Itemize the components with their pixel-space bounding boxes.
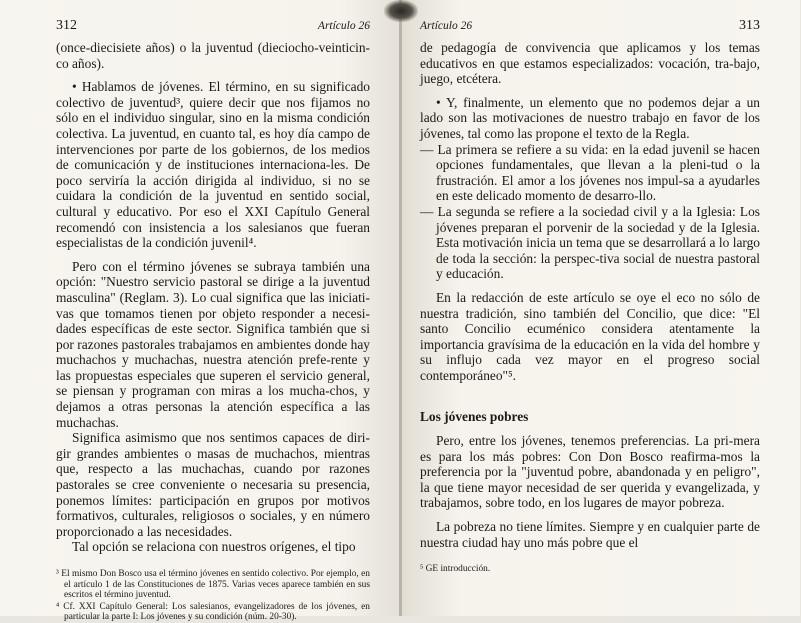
footnote: ⁴ Cf. XXI Capítulo General: Los salesianos, evangelizadores de los jóvenes, en particular la parte I: Los jóvenes y su condición (núm. 20-30). [56,601,370,623]
left-running-head [56,18,370,40]
left-body-text [56,40,370,555]
list-item: — La primera se refiere a su vida: en la edad juvenil se hacen opciones fundamentales, que llevan a la pleni-tud o la frustración. El amor a los jóvenes nos impul-sa a ayudarles en este delicado momento de desarro-llo. [420,141,760,204]
left-page [0,0,400,623]
paragraph: (once-diecisiete años) o la juventud (dieciocho-veinticin-co años). [56,40,370,71]
paragraph: Significa asimismo que nos sentimos capaces de diri-gir grandes ambientes o masas de muchachos, mientras que, respecto a las muchachas, cuando por razones pastorales se cree conveniente o necesaria su presencia, ponemos límites: participación en grupos por motivos formativos, culturales, religiosos o sociales, y en número proporcionado a las necesidades. [56,430,370,539]
page-number-left: 312 [56,18,77,33]
paragraph: de pedagogía de convivencia que aplicamos y los temas educativos en que estamos especializados: vocación, tra-bajo, juego, etcétera. [420,40,760,87]
footnote: ⁵ GE introducción. [420,564,491,575]
paragraph: Pero, entre los jóvenes, tenemos preferencias. La pri-mera es para los más pobres: Con Don Bosco reafirma-mos la preferencia por la "juventud pobre, abandonada y en peligro", la que tiene mayor necesidad de ser querida y evangelizada, y trabajamos, sobre todo, en los lugares de mayor pobreza. [420,433,760,511]
running-title-right: Artículo 26 [420,20,473,32]
left-footnotes [56,569,370,623]
section-heading: Los jóvenes pobres [420,409,529,425]
right-body-text [420,40,760,550]
paragraph: En la redacción de este artículo se oye el eco no sólo de nuestra tradición, sino también del Concilio, que dice: "El santo Concilio ecuménico considera atentamente la importancia gravísima de la educación en la vida del hombre y su influjo cada vez mayor en el progreso social contemporáneo"⁵. [420,289,760,383]
binding-shadow [384,0,418,22]
list-item: — La segunda se refiere a la sociedad civil y a la Iglesia: Los jóvenes preparan el porvenir de la sociedad y de la Iglesia. Esta motivación inicia un tema que se desarrollará a lo largo de toda la sección: la perspec-tiva social de nuestra pastoral y educación. [420,203,760,282]
running-title-left: Artículo 26 [317,20,370,32]
right-footnotes [420,564,760,575]
paragraph: Pero con el término jóvenes se subraya también una opción: "Nuestro servicio pastoral se dirige a la juventud masculina" (Reglam. 3). Lo cual significa que las iniciati-vas que tomamos tienen por objeto responder a necesi-dades específicas de este sector. Significa también que si por razones pastorales trabajamos en ambientes donde hay muchachos y muchachas, nuestra atención prefe-rente y las propuestas especiales que superen el servicio general, se piensan y programan con miras a los mucha-chos, y dejamos a otras personas la atención específica a las muchachas. [56,258,370,430]
page-number-right: 313 [739,18,760,33]
right-page [400,0,800,616]
footnote: ³ El mismo Don Bosco usa el término jóvenes en sentido colectivo. Por ejemplo, en el artículo 1 de las Constituciones de 1875. Varias veces aparece también en sus escritos el término juventud. [56,569,370,601]
paragraph: La pobreza no tiene límites. Siempre y en cualquier parte de nuestra ciudad hay uno más pobre que el [420,519,760,550]
paragraph: • Hablamos de jóvenes. El término, en su significado colectivo de juventud³, quiere decir que nos fijamos no sólo en el individuo singular, sino en la misma condición colectiva. La juventud, en cuanto tal, es hoy día campo de intervenciones por parte de los gobiernos, de los medios de comunicación y de instituciones internaciona-les. De poco serviría la acción dirigida al individuo, si no se cuidara la condición de la juventud en sentido social, cultural y educativo. Por eso el XXI Capítulo General recomendó con insistencia a los salesianos que fueran especialistas de la condición juvenil⁴. [56,79,370,251]
paragraph: • Y, finalmente, un elemento que no podemos dejar a un lado son las motivaciones de nuestro trabajo en favor de los jóvenes, tal como las propone el texto de la Regla. [420,94,760,141]
book-gutter [399,0,402,616]
right-running-head [420,18,760,40]
paragraph: Tal opción se relaciona con nuestros orígenes, el tipo [72,539,356,555]
